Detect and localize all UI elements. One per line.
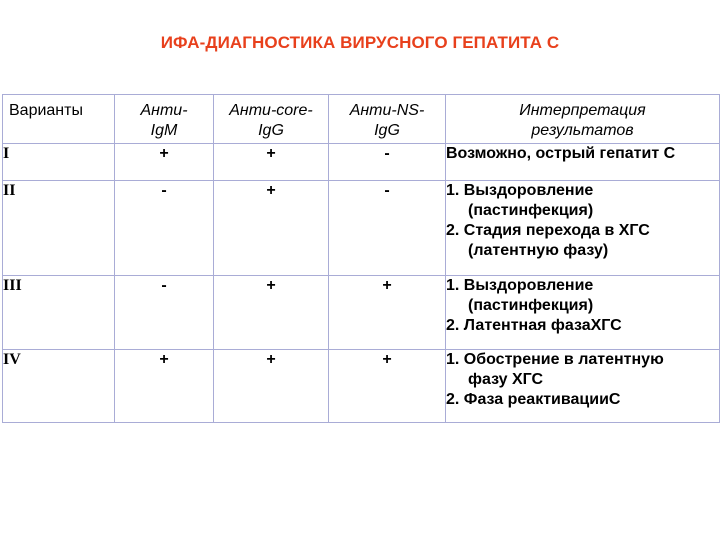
header-anti-core-igg: Анти-core- IgG xyxy=(214,95,329,144)
anti-ns-igg-cell: - xyxy=(329,144,446,181)
interpretation-line: 2. Фаза реактивацииС xyxy=(446,391,621,408)
table-row xyxy=(3,181,720,276)
variant-cell: I xyxy=(3,144,115,181)
interpretation-line: 1. Выздоровление xyxy=(446,277,594,294)
interpretation-line: (пастинфекция) xyxy=(468,297,594,314)
interpretation-line: 1. Обострение в латентную xyxy=(446,351,664,368)
interpretation-line: 2. Стадия перехода в ХГС xyxy=(446,222,650,239)
variant-cell: II xyxy=(3,181,115,276)
anti-ns-igg-cell: + xyxy=(329,350,446,423)
interpretation-cell xyxy=(446,276,720,350)
interpretation-cell xyxy=(446,350,720,423)
table-row xyxy=(3,144,720,181)
header-variants: Варианты xyxy=(3,95,115,144)
anti-core-igg-cell: + xyxy=(214,144,329,181)
anti-igm-cell: + xyxy=(115,350,214,423)
header-anti-ns-igg: Анти-NS- IgG xyxy=(329,95,446,144)
page-title: ИФА-ДИАГНОСТИКА ВИРУСНОГО ГЕПАТИТА С xyxy=(160,33,560,52)
interpretation-line: фазу ХГС xyxy=(468,371,544,388)
table-header-row xyxy=(3,95,720,144)
anti-core-igg-cell: + xyxy=(214,276,329,350)
anti-core-igg-cell: + xyxy=(214,350,329,423)
interpretation-line: 2. Латентная фазаХГС xyxy=(446,317,622,334)
variant-cell: IV xyxy=(3,350,115,423)
interpretation-cell xyxy=(446,144,720,181)
interpretation-line: (пастинфекция) xyxy=(468,202,594,219)
interpretation-line: Возможно, острый гепатит С xyxy=(446,145,676,162)
header-anti-igm: Анти- IgM xyxy=(115,95,214,144)
anti-igm-cell: - xyxy=(115,276,214,350)
hcv-elisa-table xyxy=(2,94,720,423)
anti-ns-igg-cell: - xyxy=(329,181,446,276)
table-row xyxy=(3,276,720,350)
anti-igm-cell: - xyxy=(115,181,214,276)
anti-core-igg-cell: + xyxy=(214,181,329,276)
table-row xyxy=(3,350,720,423)
interpretation-line: (латентную фазу) xyxy=(468,242,609,259)
interpretation-line: 1. Выздоровление xyxy=(446,182,594,199)
anti-ns-igg-cell: + xyxy=(329,276,446,350)
interpretation-cell xyxy=(446,181,720,276)
header-interpretation: Интерпретация результатов xyxy=(446,95,720,144)
anti-igm-cell: + xyxy=(115,144,214,181)
variant-cell: III xyxy=(3,276,115,350)
